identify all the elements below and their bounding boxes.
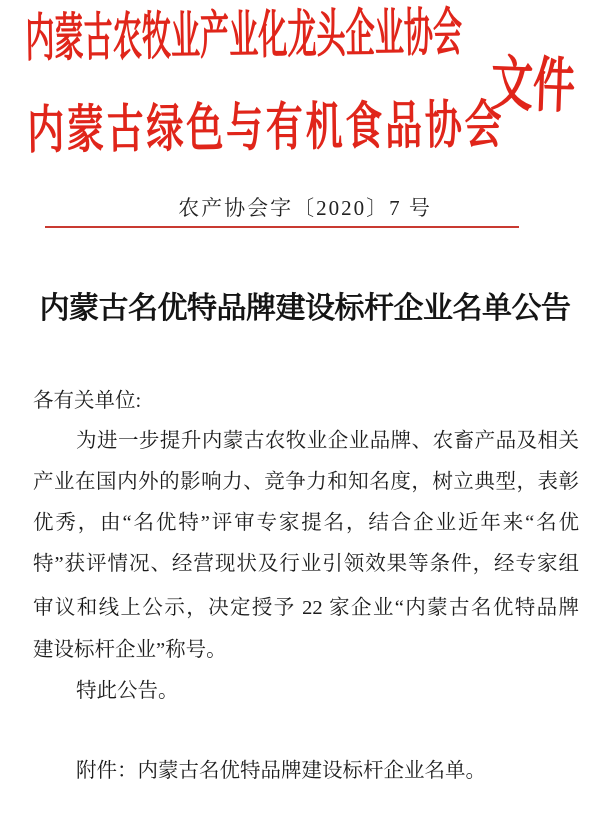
body-paragraph-line-3: 优秀，由“名优特”评审专家提名，结合企业近年来“名优 — [33, 512, 579, 534]
document-reference-number: 农产协会字〔2020〕7 号 — [178, 196, 432, 220]
letterhead-doc-type-label: 文件 — [489, 51, 577, 120]
body-paragraph-line-2: 产业在国内外的影响力、竞争力和知名度，树立典型，表彰 — [33, 471, 579, 493]
document-title: 内蒙古名优特品牌建设标杆企业名单公告 — [39, 292, 571, 325]
body-paragraph-line-5: 审议和线上公示，决定授予 22 家企业“内蒙古名优特品牌 — [33, 597, 579, 619]
salutation-line: 各有关单位: — [33, 390, 142, 412]
body-paragraph-line-4: 特”获评情况、经营现状及行业引领效果等条件，经专家组 — [33, 553, 579, 575]
letterhead-org-name-line1: 内蒙古农牧业产业化龙头企业协会 — [24, 4, 463, 68]
letterhead-org-name-line2: 内蒙古绿色与有机食品协会 — [26, 97, 505, 160]
red-separator-line — [45, 226, 519, 228]
attachment-line: 附件：内蒙古名优特品牌建设标杆企业名单。 — [76, 760, 486, 782]
body-paragraph-line-6: 建设标杆企业”称号。 — [33, 639, 227, 661]
closing-line: 特此公告。 — [76, 680, 179, 702]
body-paragraph-line-1: 为进一步提升内蒙古农牧业企业品牌、农畜产品及相关 — [76, 430, 579, 452]
